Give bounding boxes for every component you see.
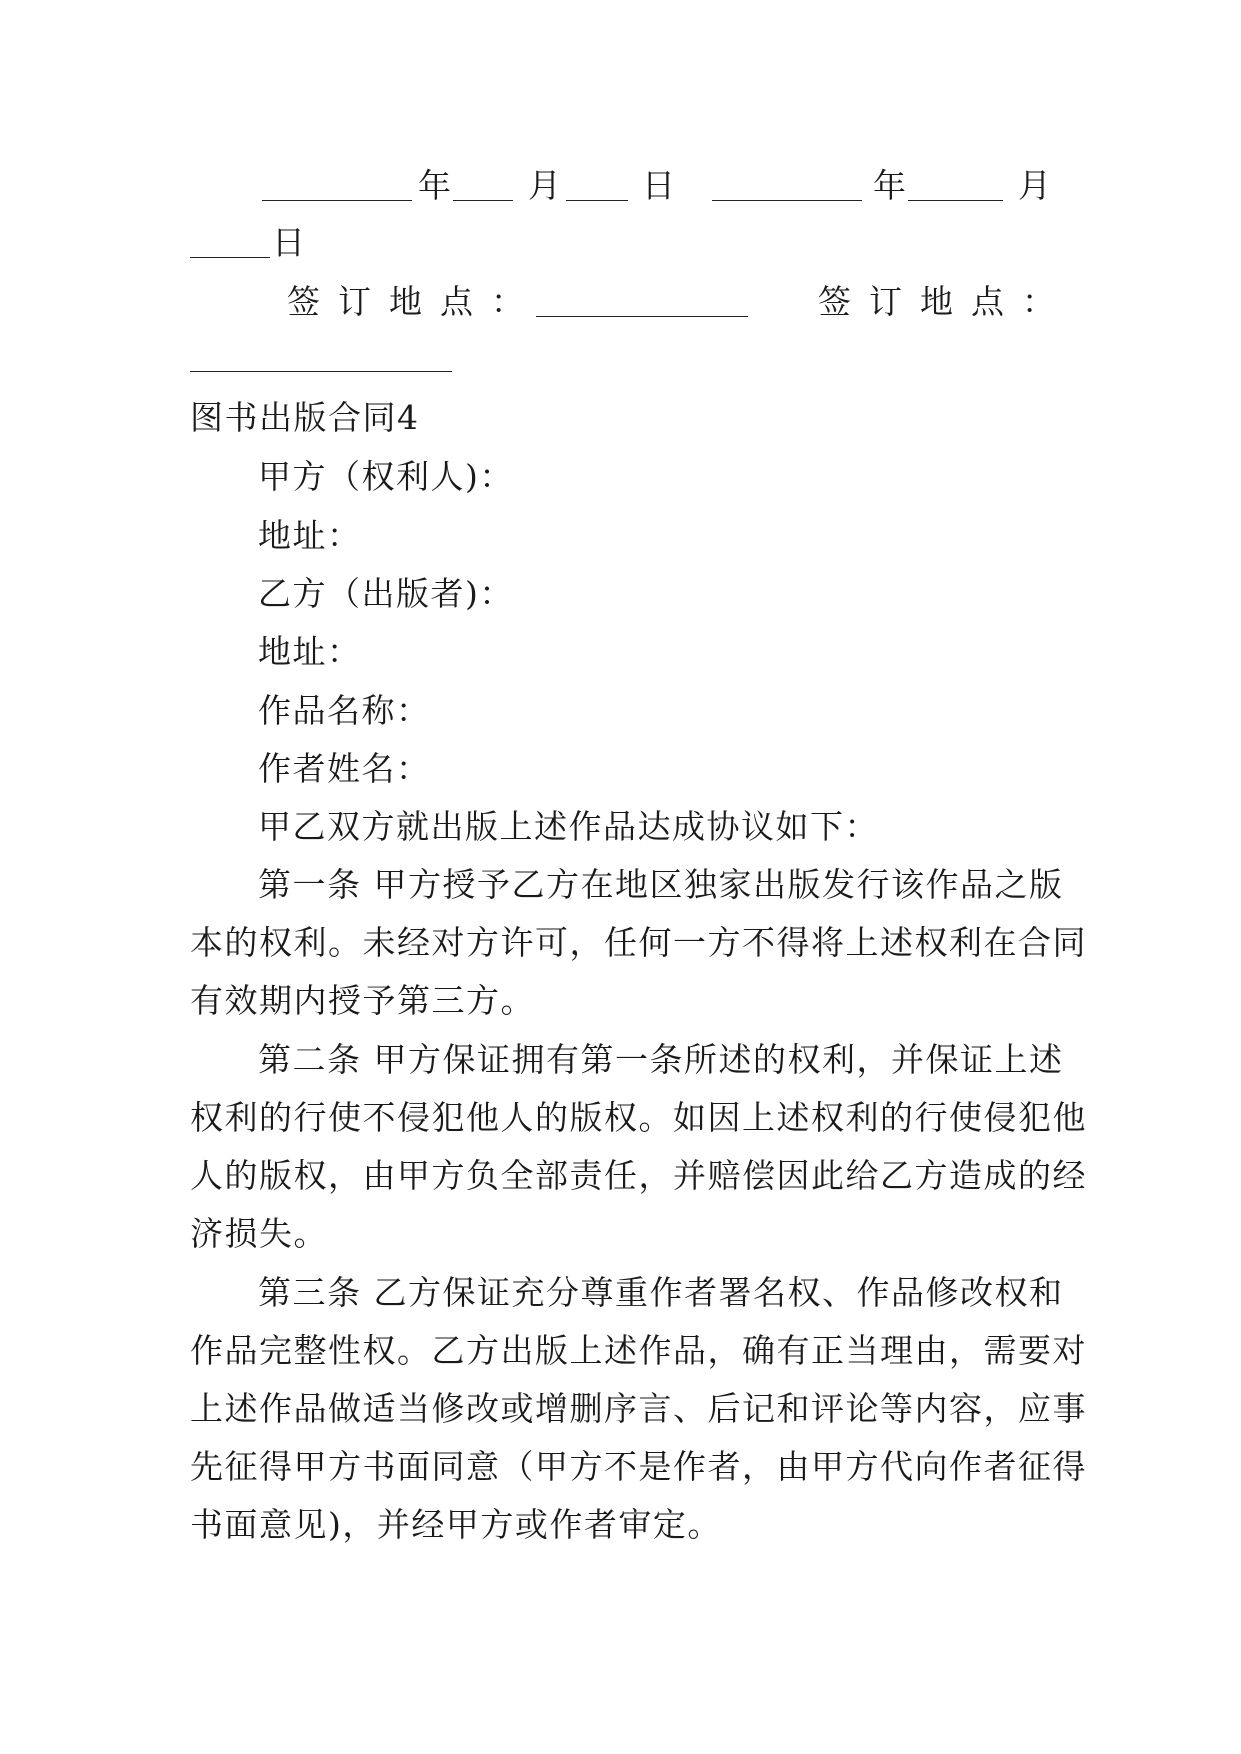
year-label-1: 年 xyxy=(418,166,451,205)
signing-place-blank-1[interactable] xyxy=(536,316,748,317)
signing-place-row xyxy=(0,274,1241,330)
signing-place-label-1: 签订地点： xyxy=(287,282,542,321)
work-title-label: 作品名称： xyxy=(258,691,431,730)
article-3-line: 作品完整性权。乙方出版上述作品，确有正当理由，需要对 xyxy=(190,1331,1087,1370)
signing-place-blank-2[interactable] xyxy=(190,371,452,372)
signing-place-label-2: 签订地点： xyxy=(818,282,1073,321)
signing-place-row-2 xyxy=(0,333,1241,389)
article-2-line: 第二条 甲方保证拥有第一条所述的权利，并保证上述 xyxy=(258,1040,1064,1079)
day-blank-2[interactable] xyxy=(190,257,270,258)
article-3-line: 上述作品做适当修改或增删序言、后记和评论等内容，应事 xyxy=(190,1389,1087,1428)
article-2-line: 济损失。 xyxy=(190,1214,328,1253)
article-1-line: 本的权利。未经对方许可，任何一方不得将上述权利在合同 xyxy=(190,923,1087,962)
contract-title: 图书出版合同4 xyxy=(190,398,420,437)
signature-date-row-2 xyxy=(0,215,1241,271)
author-name-label: 作者姓名： xyxy=(258,749,431,788)
year-label-2: 年 xyxy=(873,166,906,205)
day-label-1: 日 xyxy=(642,166,675,205)
party-a-address-label: 地址： xyxy=(258,516,362,555)
signature-date-row xyxy=(0,158,1241,214)
article-2-line: 权利的行使不侵犯他人的版权。如因上述权利的行使侵犯他 xyxy=(190,1098,1087,1137)
agreement-intro: 甲乙双方就出版上述作品达成协议如下： xyxy=(258,807,879,846)
party-b-label: 乙方（出版者)： xyxy=(258,574,514,613)
article-1-line: 有效期内授予第三方。 xyxy=(190,981,535,1020)
party-a-label: 甲方（权利人)： xyxy=(258,457,514,496)
article-1-line: 第一条 甲方授予乙方在地区独家出版发行该作品之版 xyxy=(258,865,1064,904)
article-2-line: 人的版权，由甲方负全部责任，并赔偿因此给乙方造成的经 xyxy=(190,1156,1087,1195)
day-blank-1[interactable] xyxy=(566,200,628,201)
article-3-line: 书面意见)，并经甲方或作者审定。 xyxy=(190,1505,722,1544)
month-blank-2[interactable] xyxy=(908,200,1003,201)
month-blank-1[interactable] xyxy=(453,200,513,201)
party-b-address-label: 地址： xyxy=(258,632,362,671)
year-blank-2[interactable] xyxy=(712,200,862,201)
day-label-2: 日 xyxy=(272,223,305,262)
article-3-line: 第三条 乙方保证充分尊重作者署名权、作品修改权和 xyxy=(258,1273,1064,1312)
month-label-2: 月 xyxy=(1018,166,1051,205)
year-blank-1[interactable] xyxy=(262,200,412,201)
month-label-1: 月 xyxy=(528,166,561,205)
article-3-line: 先征得甲方书面同意（甲方不是作者，由甲方代向作者征得 xyxy=(190,1447,1087,1486)
